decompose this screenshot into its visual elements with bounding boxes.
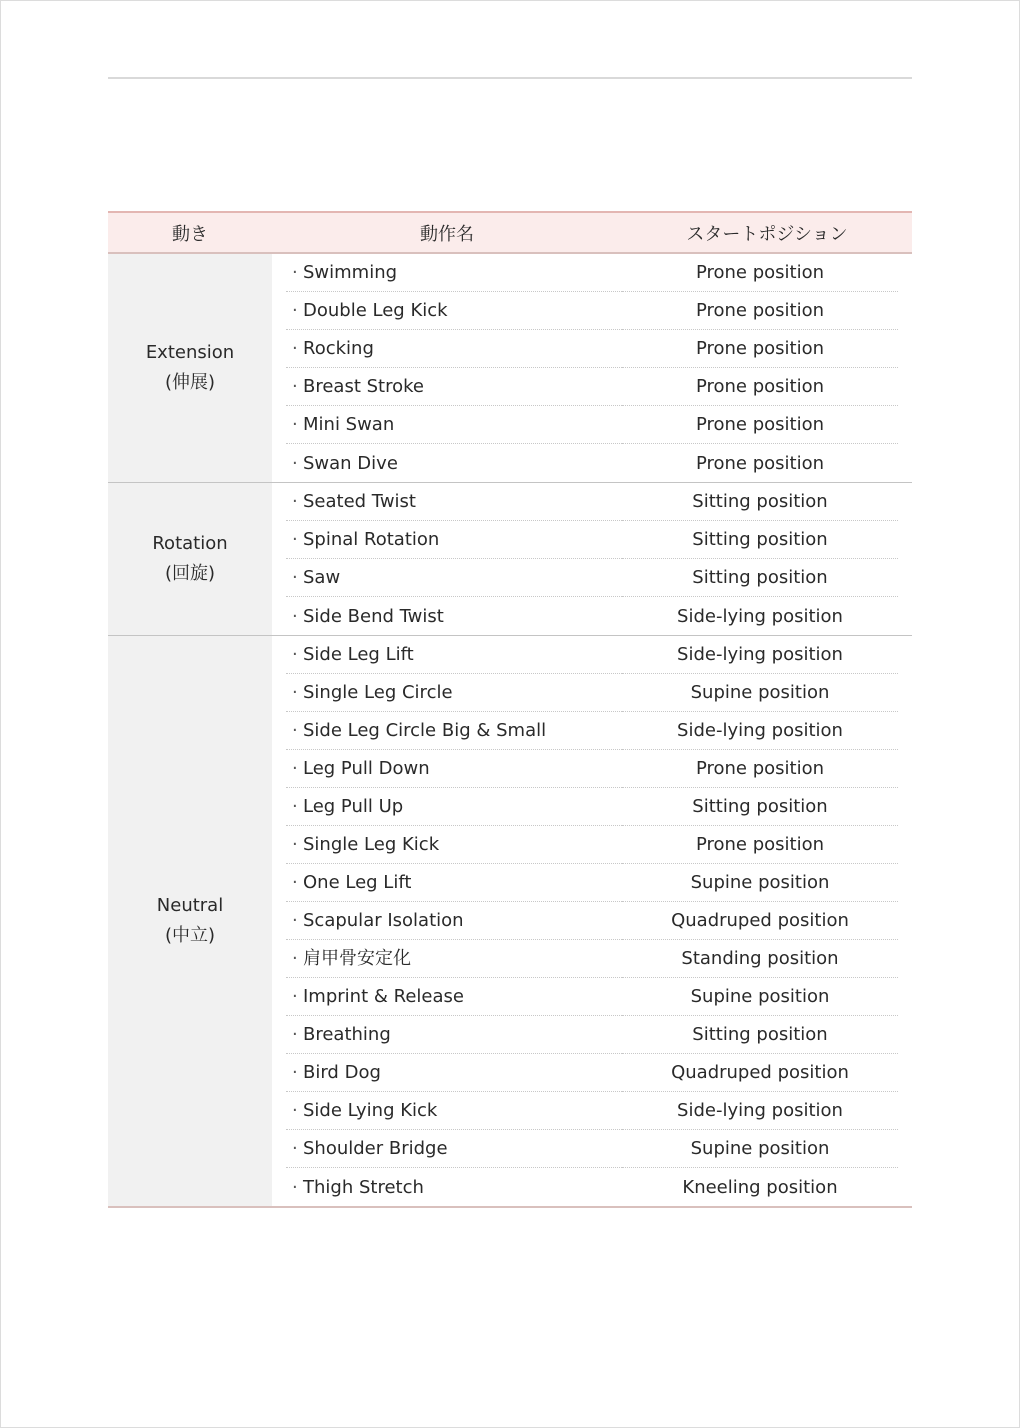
bullet-icon: ·	[292, 567, 298, 588]
start-position: Prone position	[622, 826, 898, 864]
exercise-name: Rocking	[303, 338, 374, 359]
exercise-name-wrap	[286, 368, 622, 406]
exercise-name-wrap	[286, 1130, 622, 1168]
exercise-name: Spinal Rotation	[303, 529, 440, 550]
exercise-name-cell	[272, 902, 622, 940]
exercise-name-wrap	[286, 864, 622, 902]
start-position-cell	[622, 444, 912, 483]
exercise-name-wrap	[286, 445, 622, 482]
start-position-cell	[622, 1130, 912, 1168]
exercise-name-cell	[272, 788, 622, 826]
exercise-name-wrap	[286, 330, 622, 368]
table-body	[108, 253, 912, 1207]
bullet-icon: ·	[292, 872, 298, 893]
movement-label-ja: (伸展)	[164, 372, 216, 393]
bullet-icon: ·	[292, 414, 298, 435]
start-position-cell	[622, 1092, 912, 1130]
exercise-name: One Leg Lift	[303, 872, 412, 893]
start-position-cell	[622, 521, 912, 559]
exercise-name-cell	[272, 750, 622, 788]
exercise-name: Swan Dive	[303, 452, 398, 474]
start-position-cell	[622, 712, 912, 750]
start-position: Sitting position	[622, 1016, 898, 1054]
exercise-name-wrap	[286, 902, 622, 940]
start-position: Sitting position	[622, 559, 898, 597]
bullet-icon: ·	[292, 300, 298, 321]
start-position: Quadruped position	[622, 902, 898, 940]
bullet-icon: ·	[292, 376, 298, 397]
exercise-name: Thigh Stretch	[303, 1176, 424, 1198]
exercise-name-wrap	[286, 1054, 622, 1092]
header-exercise-name: 動作名	[272, 212, 622, 253]
header-movement: 動き	[108, 212, 272, 253]
exercise-name-cell	[272, 864, 622, 902]
start-position-cell	[622, 826, 912, 864]
exercise-name-wrap	[286, 1092, 622, 1130]
start-position: Prone position	[622, 292, 898, 330]
start-position: Prone position	[695, 452, 825, 474]
exercise-name: Breast Stroke	[303, 376, 424, 397]
start-position-cell	[622, 674, 912, 712]
start-position: Prone position	[622, 368, 898, 406]
start-position-cell	[622, 597, 912, 636]
start-position-cell	[622, 406, 912, 444]
exercise-name-cell	[272, 521, 622, 559]
start-position: Side-lying position	[677, 605, 843, 627]
header-start-position: スタートポジション	[622, 212, 912, 253]
exercise-name-wrap	[286, 674, 622, 712]
movement-label: Neutral	[156, 895, 224, 916]
exercise-name-wrap	[286, 712, 622, 750]
movement-group-cell	[108, 636, 272, 1208]
exercise-name-cell	[272, 1054, 622, 1092]
bullet-icon: ·	[292, 644, 298, 665]
start-position-cell	[622, 636, 912, 675]
bullet-icon: ·	[292, 491, 298, 512]
exercise-name-cell	[272, 1168, 622, 1207]
start-position-cell	[622, 292, 912, 330]
bullet-icon: ·	[292, 834, 298, 855]
exercise-name: Saw	[303, 567, 341, 588]
exercise-name-cell	[272, 330, 622, 368]
exercise-name-cell	[272, 597, 622, 636]
exercise-name-wrap	[286, 940, 622, 978]
exercise-name: Seated Twist	[303, 491, 416, 512]
exercise-name-cell	[272, 826, 622, 864]
exercise-name-wrap	[286, 750, 622, 788]
bullet-icon: ·	[292, 910, 298, 931]
exercise-name: Side Leg Circle Big & Small	[303, 720, 547, 741]
exercise-name-wrap	[286, 598, 622, 635]
movement-label: Rotation	[152, 533, 228, 554]
start-position: Side-lying position	[622, 712, 898, 750]
start-position-cell	[622, 559, 912, 597]
bullet-icon: ·	[292, 1138, 298, 1159]
exercise-name: Imprint & Release	[303, 986, 464, 1007]
exercise-name-cell	[272, 292, 622, 330]
start-position: Supine position	[622, 864, 898, 902]
exercise-name: Mini Swan	[303, 414, 395, 435]
exercise-name-cell	[272, 712, 622, 750]
start-position-cell	[622, 864, 912, 902]
bullet-icon: ·	[292, 720, 298, 741]
bullet-icon: ·	[292, 986, 298, 1007]
start-position: Kneeling position	[682, 1176, 838, 1198]
exercise-name-cell	[272, 253, 622, 292]
start-position-cell	[622, 940, 912, 978]
exercise-name: Bird Dog	[303, 1062, 381, 1083]
start-position-cell	[622, 902, 912, 940]
exercise-name-cell	[272, 940, 622, 978]
start-position: Prone position	[622, 254, 898, 292]
start-position: Prone position	[622, 406, 898, 444]
start-position: Side-lying position	[622, 636, 898, 674]
exercise-name: Scapular Isolation	[303, 910, 464, 931]
start-position-cell	[622, 330, 912, 368]
start-position-cell	[622, 1016, 912, 1054]
start-position: Standing position	[622, 940, 898, 978]
exercise-name-cell	[272, 559, 622, 597]
exercise-name-wrap	[286, 1169, 622, 1206]
bullet-icon: ·	[292, 758, 298, 779]
exercise-name: Leg Pull Up	[303, 796, 404, 817]
exercise-name-cell	[272, 406, 622, 444]
exercise-name-cell	[272, 978, 622, 1016]
start-position-cell	[622, 750, 912, 788]
bullet-icon: ·	[292, 452, 298, 474]
exercise-name-cell	[272, 636, 622, 675]
movement-label-ja: (中立)	[164, 925, 216, 946]
exercise-name: Side Lying Kick	[303, 1100, 438, 1121]
exercise-name-cell	[272, 1016, 622, 1054]
exercise-name-wrap	[286, 636, 622, 674]
movement-label: Extension	[145, 342, 235, 363]
exercise-name-wrap	[286, 826, 622, 864]
bullet-icon: ·	[292, 796, 298, 817]
exercise-name-wrap	[286, 788, 622, 826]
exercise-name-wrap	[286, 406, 622, 444]
exercise-name-cell	[272, 1092, 622, 1130]
exercise-name: Shoulder Bridge	[303, 1138, 448, 1159]
start-position: Sitting position	[622, 788, 898, 826]
exercise-name: Single Leg Circle	[303, 682, 453, 703]
start-position: Side-lying position	[622, 1092, 898, 1130]
start-position: Supine position	[622, 978, 898, 1016]
bullet-icon: ·	[292, 682, 298, 703]
exercise-name: Swimming	[303, 262, 398, 283]
exercise-name-wrap	[286, 1016, 622, 1054]
bullet-icon: ·	[292, 1176, 298, 1198]
movement-label-ja: (回旋)	[164, 563, 216, 584]
exercise-name-wrap	[286, 978, 622, 1016]
table-row	[108, 253, 912, 292]
bullet-icon: ·	[292, 262, 298, 283]
bullet-icon: ·	[292, 1024, 298, 1045]
start-position-cell	[622, 788, 912, 826]
bullet-icon: ·	[292, 1062, 298, 1083]
exercise-name-cell	[272, 368, 622, 406]
start-position: Quadruped position	[622, 1054, 898, 1092]
bullet-icon: ·	[292, 529, 298, 550]
start-position: Prone position	[622, 330, 898, 368]
exercise-name: Single Leg Kick	[303, 834, 440, 855]
start-position: Prone position	[622, 750, 898, 788]
start-position-cell	[622, 483, 912, 522]
exercise-name-wrap	[286, 292, 622, 330]
table-row	[108, 636, 912, 675]
start-position: Supine position	[622, 674, 898, 712]
bullet-icon: ·	[292, 338, 298, 359]
top-divider	[108, 77, 912, 79]
movement-group-cell	[108, 483, 272, 636]
exercise-name: Side Leg Lift	[303, 644, 414, 665]
bullet-icon: ·	[292, 948, 298, 969]
exercise-name-wrap	[286, 483, 622, 521]
start-position: Supine position	[622, 1130, 898, 1168]
exercise-name-cell	[272, 1130, 622, 1168]
exercise-name-wrap	[286, 559, 622, 597]
bullet-icon: ·	[292, 1100, 298, 1121]
start-position-cell	[622, 978, 912, 1016]
start-position-cell	[622, 368, 912, 406]
exercise-name: 肩甲骨安定化	[303, 948, 411, 969]
movement-group-cell	[108, 253, 272, 483]
exercise-name-cell	[272, 483, 622, 522]
start-position: Sitting position	[622, 521, 898, 559]
exercise-name: Breathing	[303, 1024, 391, 1045]
exercise-table	[108, 211, 912, 1208]
exercise-name-wrap	[286, 521, 622, 559]
exercise-name-cell	[272, 674, 622, 712]
start-position-cell	[622, 1054, 912, 1092]
exercise-name: Double Leg Kick	[303, 300, 448, 321]
bullet-icon: ·	[292, 605, 298, 627]
exercise-name-wrap	[286, 254, 622, 292]
start-position-cell	[622, 1168, 912, 1207]
exercise-name: Side Bend Twist	[303, 605, 444, 627]
table-row	[108, 483, 912, 522]
start-position: Sitting position	[622, 483, 898, 521]
table-header-row	[108, 212, 912, 253]
exercise-name: Leg Pull Down	[303, 758, 430, 779]
exercise-name-cell	[272, 444, 622, 483]
start-position-cell	[622, 253, 912, 292]
